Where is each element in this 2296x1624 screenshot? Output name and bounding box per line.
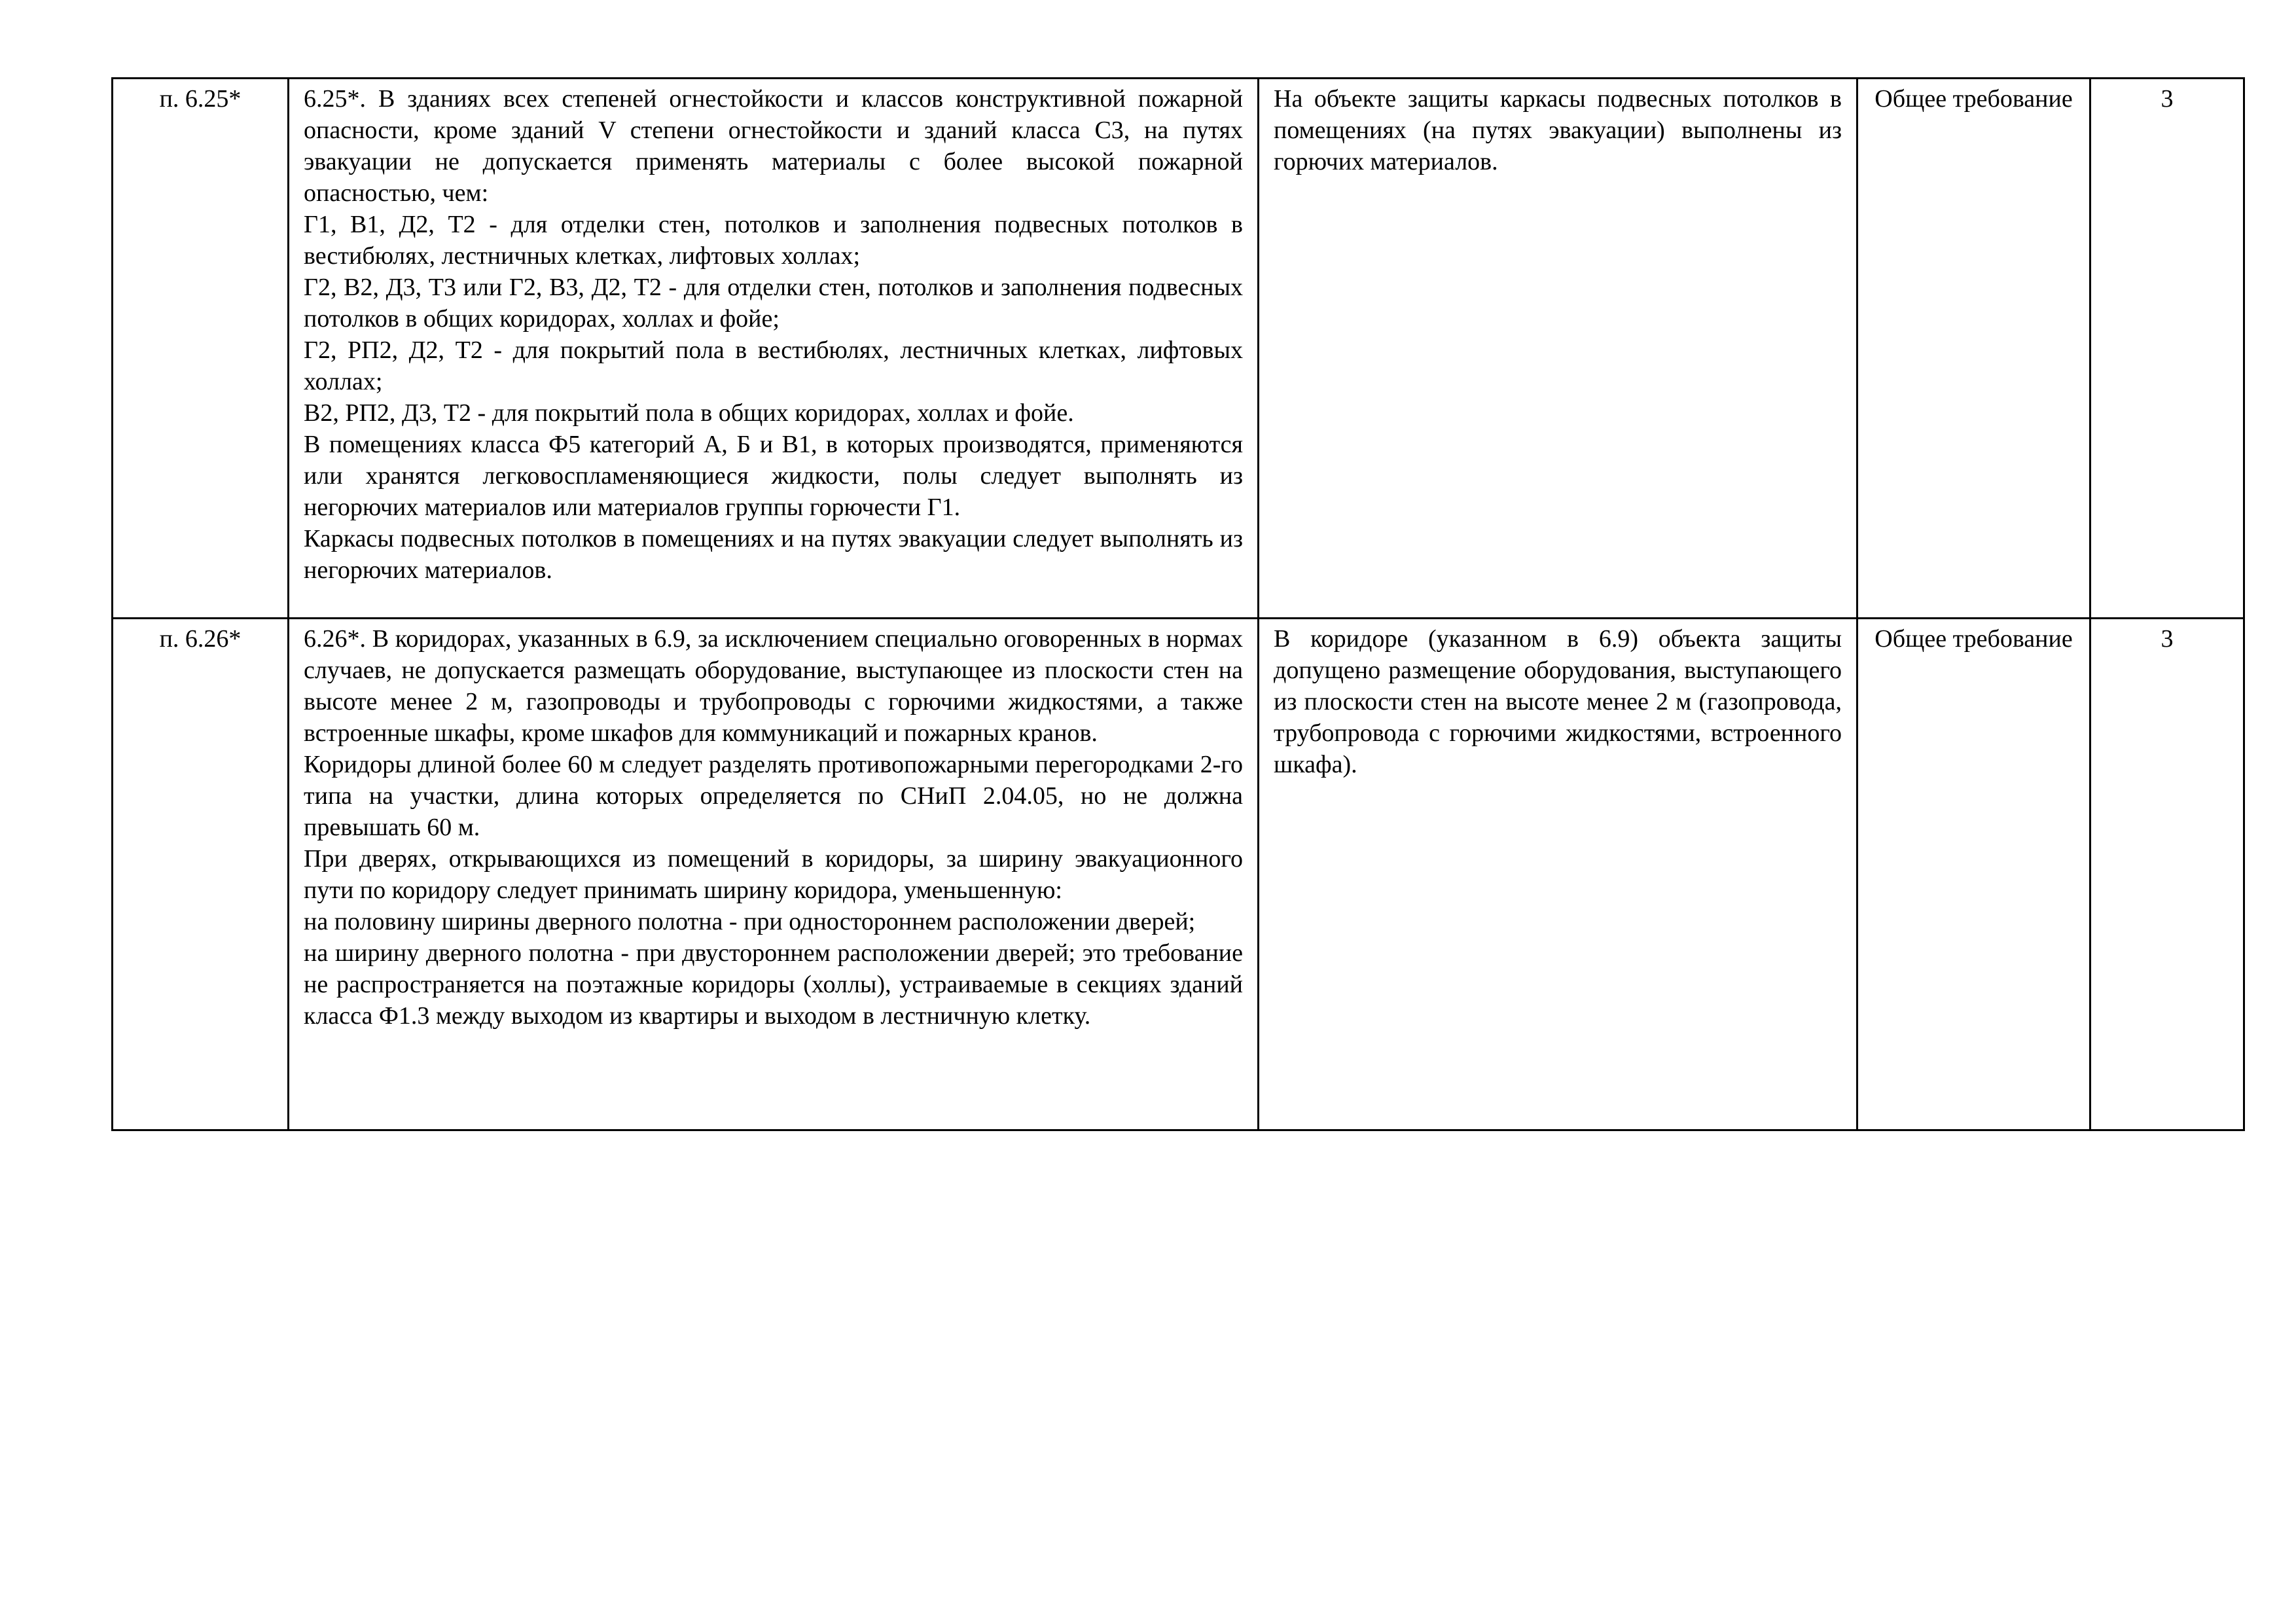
table-row: [113, 619, 2244, 1130]
finding-cell: В коридоре (указанном в 6.9) объекта защиты допущено размещение оборудования, выступающего из плоскости стен на высоте менее 2 м (газопровода, трубопровода с горючими жидкостями, встроенного шкафа).: [1259, 619, 1857, 1130]
requirement-type-cell: Общее требование: [1857, 619, 2090, 1130]
requirements-table: [111, 77, 2245, 1131]
category-cell: 3: [2090, 619, 2244, 1130]
norm-paragraph: на ширину дверного полотна - при двустороннем расположении дверей; это требование не распространяется на поэтажные коридоры (холлы), устраиваемые в секциях зданий класса Ф1.3 между выходом из квартиры и выходом в лестничную клетку.: [304, 939, 1243, 1030]
norm-paragraph: Г2, В2, Д3, Т3 или Г2, В3, Д2, Т2 - для отделки стен, потолков и заполнения подвесных потолков в общих коридорах, холлах и фойе;: [304, 274, 1243, 333]
norm-paragraph: В помещениях класса Ф5 категорий А, Б и В1, в которых производятся, применяются или хранятся легковоспламеняющиеся жидкости, полы следует выполнять из негорючих материалов или материалов группы горючести Г1.: [304, 431, 1243, 521]
category-cell: 3: [2090, 79, 2244, 619]
norm-paragraph: Г1, В1, Д2, Т2 - для отделки стен, потолков и заполнения подвесных потолков в вестибюлях, лестничных клетках, лифтовых холлах;: [304, 211, 1243, 270]
norm-paragraph: При дверях, открывающихся из помещений в коридоры, за ширину эвакуационного пути по коридору следует принимать ширину коридора, уменьшенную:: [304, 845, 1243, 904]
norm-paragraph: Каркасы подвесных потолков в помещениях и на путях эвакуации следует выполнять из негорючих материалов.: [304, 525, 1243, 584]
finding-cell: На объекте защиты каркасы подвесных потолков в помещениях (на путях эвакуации) выполнены из горючих материалов.: [1259, 79, 1857, 619]
clause-cell: п. 6.26*: [113, 619, 289, 1130]
clause-cell: п. 6.25*: [113, 79, 289, 619]
requirement-type-cell: Общее требование: [1857, 79, 2090, 619]
norm-paragraph: В2, РП2, Д3, Т2 - для покрытий пола в общих коридорах, холлах и фойе.: [304, 399, 1074, 427]
norm-paragraph: Г2, РП2, Д2, Т2 - для покрытий пола в вестибюлях, лестничных клетках, лифтовых холлах;: [304, 336, 1243, 395]
norm-text-cell: [289, 79, 1259, 619]
norm-paragraph: Коридоры длиной более 60 м следует разделять противопожарными перегородками 2-го типа на участки, длина которых определяется по СНиП 2.04.05, но не должна превышать 60 м.: [304, 751, 1243, 841]
norm-paragraph: 6.26*. В коридорах, указанных в 6.9, за исключением специально оговоренных в нормах случаев, не допускается размещать оборудование, выступающее из плоскости стен на высоте менее 2 м, газопроводы и трубопроводы с горючими жидкостями, а также встроенные шкафы, кроме шкафов для коммуникаций и пожарных кранов.: [304, 625, 1243, 747]
norm-text-cell: [289, 619, 1259, 1130]
table-row: [113, 79, 2244, 619]
norm-paragraph: 6.25*. В зданиях всех степеней огнестойкости и классов конструктивной пожарной опасности, кроме зданий V степени огнестойкости и зданий класса С3, на путях эвакуации не допускается применять материалы с более высокой пожарной опасностью, чем:: [304, 85, 1243, 207]
norm-paragraph: на половину ширины дверного полотна - при одностороннем расположении дверей;: [304, 908, 1196, 935]
